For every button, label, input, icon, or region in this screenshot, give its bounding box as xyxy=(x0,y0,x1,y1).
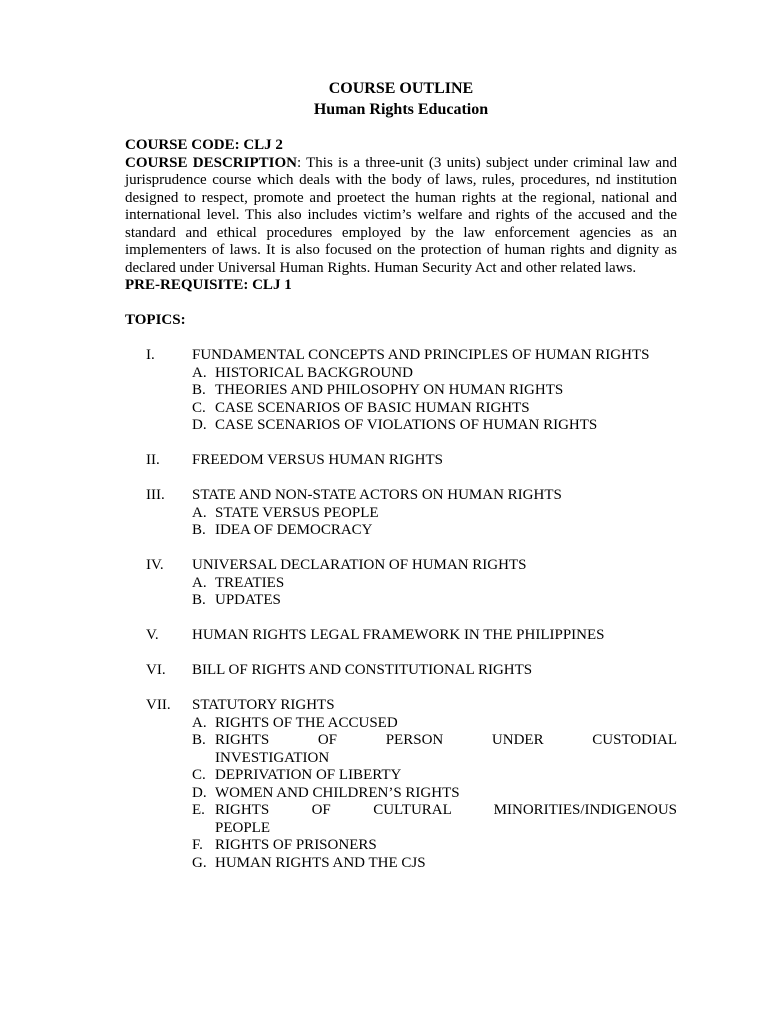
page-title: COURSE OUTLINE xyxy=(328,80,474,97)
topic-body xyxy=(192,557,677,610)
course-description-label: COURSE DESCRIPTION xyxy=(125,154,297,171)
page-subtitle: Human Rights Education xyxy=(313,101,489,118)
subtopic-item xyxy=(192,715,677,733)
topic-numeral: VI. xyxy=(146,662,166,678)
topics-list xyxy=(125,347,677,872)
topic-body xyxy=(192,627,677,645)
topic-title: FREEDOM VERSUS HUMAN RIGHTS xyxy=(192,452,444,468)
topic-numeral: III. xyxy=(146,487,165,503)
subtopic-text: TREATIES xyxy=(215,574,285,591)
subtopic-text: DEPRIVATION OF LIBERTY xyxy=(215,767,402,783)
topic-numeral: V. xyxy=(146,627,159,643)
subtopic-item xyxy=(192,365,677,383)
topic-numeral: I. xyxy=(146,347,155,363)
subtopic-text: RIGHTS OF THE ACCUSED xyxy=(215,714,398,731)
subtopic-item xyxy=(192,785,677,803)
topic-body xyxy=(192,487,677,540)
subtopic-text: STATE VERSUS PEOPLE xyxy=(215,504,379,521)
topic-item xyxy=(125,627,677,645)
topic-title: BILL OF RIGHTS AND CONSTITUTIONAL RIGHTS xyxy=(192,662,533,678)
course-outline xyxy=(125,78,677,890)
topic-item xyxy=(125,557,677,610)
topic-numeral: VII. xyxy=(146,697,171,713)
subtopic-letter: E. xyxy=(192,802,205,818)
subtopic-text: HISTORICAL BACKGROUND xyxy=(215,364,413,381)
topic-title: STATUTORY RIGHTS xyxy=(192,697,335,713)
topic-title: STATE AND NON-STATE ACTORS ON HUMAN RIGHTS xyxy=(192,487,562,503)
subtopic-letter: D. xyxy=(192,417,207,433)
subtopic-letter: A. xyxy=(192,504,207,521)
subtopic-text: UPDATES xyxy=(215,592,281,608)
topic-item xyxy=(125,347,677,435)
topic-title: FUNDAMENTAL CONCEPTS AND PRINCIPLES OF HUMAN RIGHTS xyxy=(192,347,650,363)
topic-body xyxy=(192,347,677,435)
subtopic-text: RIGHTS OF PRISONERS xyxy=(215,837,377,853)
subtopic-item xyxy=(192,575,677,593)
subtopic-item xyxy=(192,837,677,855)
topic-item xyxy=(125,697,677,872)
course-code: COURSE CODE: CLJ 2 xyxy=(125,137,283,153)
subtopic-letter: D. xyxy=(192,784,207,801)
subtopic-text: RIGHTS OF PERSON UNDER CUSTODIAL xyxy=(215,732,677,748)
subtopic-letter: A. xyxy=(192,364,207,381)
subtopic-letter: B. xyxy=(192,522,206,538)
topic-title: HUMAN RIGHTS LEGAL FRAMEWORK IN THE PHILIPPINES xyxy=(192,627,605,643)
subtopic-letter: F. xyxy=(192,837,203,853)
subtopic-text: RIGHTS OF CULTURAL MINORITIES/INDIGENOUS xyxy=(215,802,677,818)
subtopic-item xyxy=(192,505,677,523)
topic-title: UNIVERSAL DECLARATION OF HUMAN RIGHTS xyxy=(192,557,527,573)
subtopic-letter: B. xyxy=(192,382,206,398)
subtopic-item xyxy=(192,767,677,785)
subtopic-text-continued: PEOPLE xyxy=(215,819,271,836)
subtopic-item xyxy=(192,417,677,435)
subtopic-letter: B. xyxy=(192,732,206,748)
subtopic-letter: B. xyxy=(192,592,206,608)
subtopic-text: IDEA OF DEMOCRACY xyxy=(215,522,373,538)
topic-body xyxy=(192,452,677,470)
topics-heading: TOPICS: xyxy=(125,311,186,328)
subtopic-item xyxy=(192,382,677,400)
subtopic-text-continued: INVESTIGATION xyxy=(215,749,330,766)
topic-item xyxy=(125,662,677,680)
subtopic-text: CASE SCENARIOS OF VIOLATIONS OF HUMAN RIGHTS xyxy=(215,417,598,433)
subtopic-letter: A. xyxy=(192,574,207,591)
subtopic-item xyxy=(192,592,677,610)
subtopic-text: CASE SCENARIOS OF BASIC HUMAN RIGHTS xyxy=(215,399,530,416)
course-description xyxy=(125,155,677,278)
prerequisite: PRE-REQUISITE: CLJ 1 xyxy=(125,277,292,293)
course-description-text: : This is a three-unit (3 units) subject under criminal law and jurisprudence course which deals with the body of laws, rules, procedures, nd institution designed to respect, promote and proetect the human rights at the regional, national and international level. This also includes victim’s welfare and rights of the accused and the standard and ethical procedures employed by the law enforcement agencies as an implementers of laws. It is also focused on the protection of human rights and dignity as declared under Universal Human Rights. Human Security Act and other related laws. xyxy=(125,154,677,276)
subtopic-letter: C. xyxy=(192,767,206,783)
subtopic-item xyxy=(192,400,677,418)
topic-item xyxy=(125,487,677,540)
title-block xyxy=(125,78,677,120)
subtopic-text: WOMEN AND CHILDREN’S RIGHTS xyxy=(215,784,460,801)
subtopic-letter: C. xyxy=(192,399,206,416)
topic-item xyxy=(125,452,677,470)
subtopic-item xyxy=(192,855,677,873)
topic-numeral: II. xyxy=(146,452,160,468)
topic-body xyxy=(192,662,677,680)
subtopic-item xyxy=(192,732,677,767)
topic-body xyxy=(192,697,677,872)
subtopic-item xyxy=(192,522,677,540)
subtopic-text: HUMAN RIGHTS AND THE CJS xyxy=(215,854,426,871)
topic-numeral: IV. xyxy=(146,557,164,573)
subtopic-item xyxy=(192,802,677,837)
subtopic-text: THEORIES AND PHILOSOPHY ON HUMAN RIGHTS xyxy=(215,382,564,398)
subtopic-letter: A. xyxy=(192,714,207,731)
course-meta xyxy=(125,137,677,295)
subtopic-letter: G. xyxy=(192,854,207,871)
